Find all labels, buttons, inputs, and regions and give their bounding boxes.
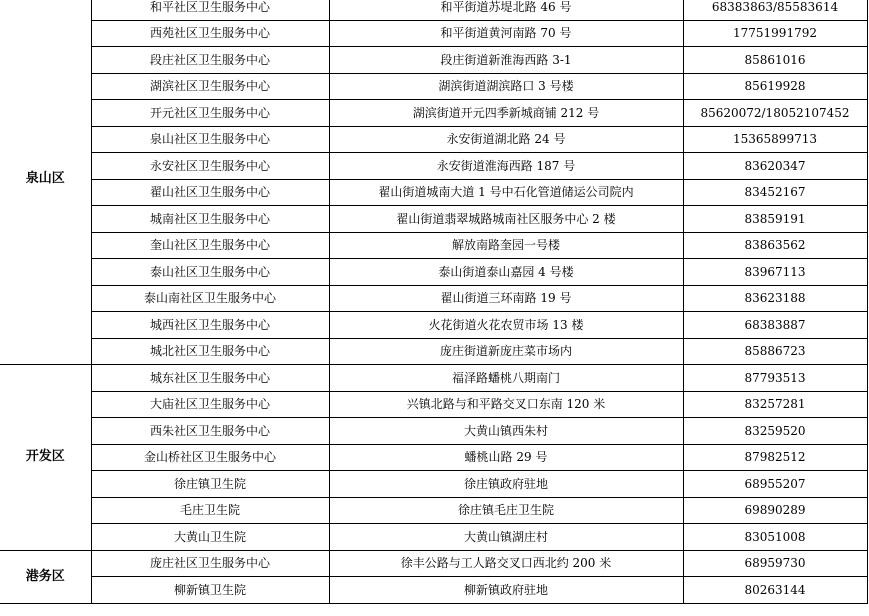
district-cell: 开发区 bbox=[0, 365, 91, 551]
center-name-cell: 城南社区卫生服务中心 bbox=[91, 206, 329, 233]
center-name-cell: 段庄社区卫生服务中心 bbox=[91, 47, 329, 74]
phone-cell: 85620072/18052107452 bbox=[683, 100, 867, 127]
phone-cell: 85861016 bbox=[683, 47, 867, 74]
phone-cell: 83967113 bbox=[683, 259, 867, 286]
table-row bbox=[0, 391, 867, 418]
table-row bbox=[0, 232, 867, 259]
table-row bbox=[0, 444, 867, 471]
address-cell: 福泽路蟠桃八期南门 bbox=[329, 365, 683, 392]
table-row bbox=[0, 179, 867, 206]
phone-cell: 83257281 bbox=[683, 391, 867, 418]
phone-cell: 83623188 bbox=[683, 285, 867, 312]
address-cell: 大黄山镇湖庄村 bbox=[329, 524, 683, 551]
table-row bbox=[0, 418, 867, 445]
center-name-cell: 永安社区卫生服务中心 bbox=[91, 153, 329, 180]
address-cell: 柳新镇政府驻地 bbox=[329, 577, 683, 604]
address-cell: 湖滨街道开元四季新城商铺 212 号 bbox=[329, 100, 683, 127]
address-cell: 翟山街道城南大道 1 号中石化管道储运公司院内 bbox=[329, 179, 683, 206]
phone-cell: 83259520 bbox=[683, 418, 867, 445]
table-row bbox=[0, 312, 867, 339]
address-cell: 庞庄街道新庞庄菜市场内 bbox=[329, 338, 683, 365]
address-cell: 永安街道湖北路 24 号 bbox=[329, 126, 683, 153]
table-row bbox=[0, 206, 867, 233]
center-name-cell: 开元社区卫生服务中心 bbox=[91, 100, 329, 127]
center-name-cell: 城西社区卫生服务中心 bbox=[91, 312, 329, 339]
table-row bbox=[0, 259, 867, 286]
table-row bbox=[0, 365, 867, 392]
phone-cell: 17751991792 bbox=[683, 20, 867, 47]
center-name-cell: 奎山社区卫生服务中心 bbox=[91, 232, 329, 259]
phone-cell: 68383887 bbox=[683, 312, 867, 339]
address-cell: 徐庄镇政府驻地 bbox=[329, 471, 683, 498]
address-cell: 徐庄镇毛庄卫生院 bbox=[329, 497, 683, 524]
table-row bbox=[0, 285, 867, 312]
address-cell: 湖滨街道湖滨路口 3 号楼 bbox=[329, 73, 683, 100]
address-cell: 翟山街道翡翠城路城南社区服务中心 2 楼 bbox=[329, 206, 683, 233]
district-cell: 泉山区 bbox=[0, 0, 91, 365]
phone-cell: 15365899713 bbox=[683, 126, 867, 153]
center-name-cell: 大黄山卫生院 bbox=[91, 524, 329, 551]
table-row bbox=[0, 153, 867, 180]
phone-cell: 85619928 bbox=[683, 73, 867, 100]
center-name-cell: 和平社区卫生服务中心 bbox=[91, 0, 329, 20]
center-name-cell: 金山桥社区卫生服务中心 bbox=[91, 444, 329, 471]
table-row bbox=[0, 577, 867, 604]
center-name-cell: 毛庄卫生院 bbox=[91, 497, 329, 524]
address-cell: 和平街道苏堤北路 46 号 bbox=[329, 0, 683, 20]
phone-cell: 83051008 bbox=[683, 524, 867, 551]
phone-cell: 83863562 bbox=[683, 232, 867, 259]
address-cell: 解放南路奎园一号楼 bbox=[329, 232, 683, 259]
center-name-cell: 大庙社区卫生服务中心 bbox=[91, 391, 329, 418]
address-cell: 兴镇北路与和平路交叉口东南 120 米 bbox=[329, 391, 683, 418]
center-name-cell: 西朱社区卫生服务中心 bbox=[91, 418, 329, 445]
address-cell: 泰山街道泰山嘉园 4 号楼 bbox=[329, 259, 683, 286]
center-name-cell: 柳新镇卫生院 bbox=[91, 577, 329, 604]
center-name-cell: 城东社区卫生服务中心 bbox=[91, 365, 329, 392]
table-row bbox=[0, 0, 867, 20]
table-row bbox=[0, 550, 867, 577]
table-row bbox=[0, 100, 867, 127]
phone-cell: 68959730 bbox=[683, 550, 867, 577]
table-row bbox=[0, 47, 867, 74]
table-row bbox=[0, 338, 867, 365]
address-cell: 蟠桃山路 29 号 bbox=[329, 444, 683, 471]
center-name-cell: 泰山社区卫生服务中心 bbox=[91, 259, 329, 286]
phone-cell: 69890289 bbox=[683, 497, 867, 524]
phone-cell: 83859191 bbox=[683, 206, 867, 233]
center-name-cell: 徐庄镇卫生院 bbox=[91, 471, 329, 498]
address-cell: 段庄街道新淮海西路 3-1 bbox=[329, 47, 683, 74]
center-name-cell: 庞庄社区卫生服务中心 bbox=[91, 550, 329, 577]
table-row bbox=[0, 73, 867, 100]
phone-cell: 85886723 bbox=[683, 338, 867, 365]
address-cell: 大黄山镇西朱村 bbox=[329, 418, 683, 445]
address-cell: 和平街道黄河南路 70 号 bbox=[329, 20, 683, 47]
address-cell: 火花街道火花农贸市场 13 楼 bbox=[329, 312, 683, 339]
phone-cell: 83452167 bbox=[683, 179, 867, 206]
phone-cell: 80263144 bbox=[683, 577, 867, 604]
table-row bbox=[0, 20, 867, 47]
center-name-cell: 西苑社区卫生服务中心 bbox=[91, 20, 329, 47]
phone-cell: 68955207 bbox=[683, 471, 867, 498]
district-cell: 港务区 bbox=[0, 550, 91, 603]
table-row bbox=[0, 126, 867, 153]
table-row bbox=[0, 471, 867, 498]
center-name-cell: 泰山南社区卫生服务中心 bbox=[91, 285, 329, 312]
center-name-cell: 泉山社区卫生服务中心 bbox=[91, 126, 329, 153]
center-name-cell: 城北社区卫生服务中心 bbox=[91, 338, 329, 365]
table-row bbox=[0, 497, 867, 524]
phone-cell: 68383863/85583614 bbox=[683, 0, 867, 20]
address-cell: 翟山街道三环南路 19 号 bbox=[329, 285, 683, 312]
address-cell: 永安街道淮海西路 187 号 bbox=[329, 153, 683, 180]
phone-cell: 87982512 bbox=[683, 444, 867, 471]
center-name-cell: 湖滨社区卫生服务中心 bbox=[91, 73, 329, 100]
address-cell: 徐丰公路与工人路交叉口西北约 200 米 bbox=[329, 550, 683, 577]
table-row bbox=[0, 524, 867, 551]
phone-cell: 87793513 bbox=[683, 365, 867, 392]
phone-cell: 83620347 bbox=[683, 153, 867, 180]
center-name-cell: 翟山社区卫生服务中心 bbox=[91, 179, 329, 206]
